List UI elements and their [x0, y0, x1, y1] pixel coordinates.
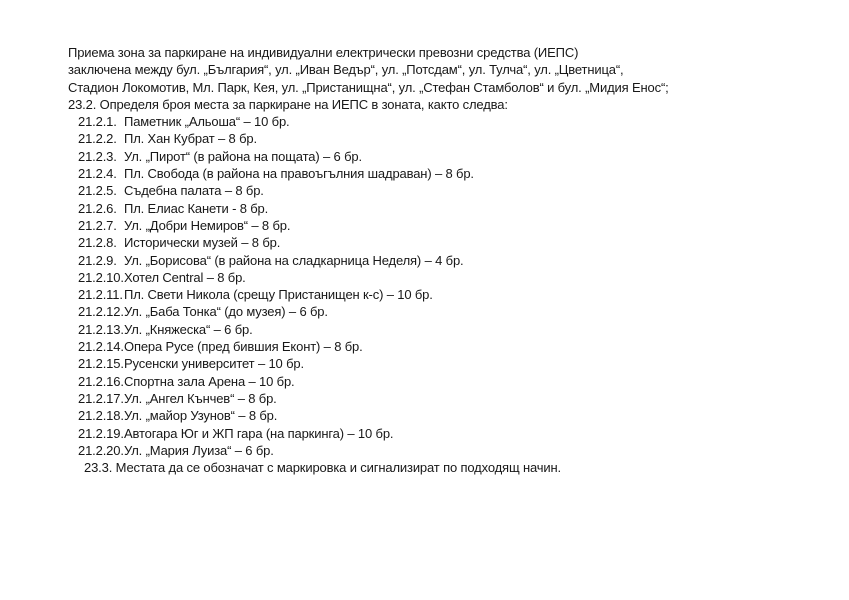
- item-text: Русенски университет – 10 бр.: [124, 356, 304, 372]
- item-number: 21.2.7.: [78, 217, 117, 233]
- list-item: [78, 373, 669, 390]
- intro-line: Приема зона за паркиране на индивидуални електрически превозни средства (ИЕПС): [68, 45, 579, 60]
- item-number: 21.2.16.: [78, 373, 124, 389]
- list-item: [78, 338, 669, 355]
- list-item: [78, 425, 669, 442]
- item-number: 21.2.11.: [78, 287, 123, 303]
- list-item: [78, 303, 669, 320]
- list-item: [78, 442, 669, 459]
- item-text: Съдебна палата – 8 бр.: [124, 183, 264, 199]
- item-number: 21.2.1.: [78, 114, 117, 130]
- item-text: Спортна зала Арена – 10 бр.: [124, 373, 295, 389]
- list-item: [78, 165, 669, 182]
- item-text: Ул. „Добри Немиров“ – 8 бр.: [124, 217, 291, 233]
- item-text: Паметник „Альоша“ – 10 бр.: [124, 114, 290, 130]
- list-item: [78, 321, 669, 338]
- intro-line: заключена между бул. „България“, ул. „Иван Ведър“, ул. „Потсдам“, ул. Тулча“, ул. „Цветница“,: [68, 62, 624, 78]
- item-number: 21.2.13.: [78, 321, 124, 337]
- item-text: Исторически музей – 8 бр.: [124, 235, 281, 251]
- item-number: 21.2.8.: [78, 235, 117, 251]
- item-text: Автогара Юг и ЖП гара (на паркинга) – 10 бр.: [124, 425, 394, 441]
- item-text: Пл. Свети Никола (срещу Пристанищен к-с) – 10 бр.: [124, 287, 433, 303]
- list-item: [78, 286, 669, 303]
- item-text: Хотел Central – 8 бр.: [124, 269, 246, 285]
- item-number: 21.2.10.: [78, 269, 124, 285]
- item-text: Ул. „Борисова“ (в района на сладкарница Неделя) – 4 бр.: [124, 252, 464, 268]
- item-number: 21.2.5.: [78, 183, 117, 199]
- item-number: 21.2.3.: [78, 148, 117, 164]
- item-number: 21.2.15.: [78, 356, 124, 372]
- list-item: [78, 182, 669, 199]
- item-number: 21.2.9.: [78, 252, 117, 268]
- item-text: Ул. „Ангел Кънчев“ – 8 бр.: [124, 390, 277, 406]
- list-item: [78, 407, 669, 424]
- item-number: 21.2.14.: [78, 339, 124, 355]
- list-item: [78, 390, 669, 407]
- item-number: 21.2.17.: [78, 390, 124, 406]
- item-text: Ул. „майор Узунов“ – 8 бр.: [124, 408, 278, 424]
- document-body: [68, 44, 669, 476]
- item-text: Ул. „Мария Луиза“ – 6 бр.: [124, 442, 274, 458]
- list-item: [78, 217, 669, 234]
- item-number: 21.2.20.: [78, 442, 124, 458]
- item-text: Пл. Хан Кубрат – 8 бр.: [124, 131, 257, 147]
- clause-23-2: 23.2. Определя броя места за паркиране на ИЕПС в зоната, както следва:: [68, 96, 508, 112]
- list-item: [78, 130, 669, 147]
- list-item: [78, 148, 669, 165]
- clause-23-3: 23.3. Местата да се обозначат с маркировка и сигнализират по подходящ начин.: [84, 460, 561, 476]
- list-item: [78, 113, 669, 130]
- item-text: Пл. Свобода (в района на правоъгълния шадраван) – 8 бр.: [124, 166, 474, 182]
- list-item: [78, 200, 669, 217]
- item-text: Ул. „Баба Тонка“ (до музея) – 6 бр.: [124, 304, 328, 320]
- item-number: 21.2.19.: [78, 425, 124, 441]
- item-text: Ул. „Пирот“ (в района на пощата) – 6 бр.: [124, 148, 362, 164]
- item-number: 21.2.4.: [78, 166, 117, 182]
- parking-spots-list: [68, 113, 669, 459]
- list-item: [78, 355, 669, 372]
- list-item: [78, 269, 669, 286]
- item-text: Опера Русе (пред бившия Еконт) – 8 бр.: [124, 339, 363, 355]
- item-text: Пл. Елиас Канети - 8 бр.: [124, 200, 269, 216]
- item-text: Ул. „Княжеска“ – 6 бр.: [124, 321, 253, 337]
- list-item: [78, 234, 669, 251]
- item-number: 21.2.2.: [78, 131, 117, 147]
- list-item: [78, 252, 669, 269]
- intro-line: Стадион Локомотив, Мл. Парк, Кея, ул. „Пристанищна“, ул. „Стефан Стамболов“ и бул. „Мидия Енос“;: [68, 79, 669, 95]
- item-number: 21.2.12.: [78, 304, 124, 320]
- item-number: 21.2.6.: [78, 200, 117, 216]
- item-number: 21.2.18.: [78, 408, 124, 424]
